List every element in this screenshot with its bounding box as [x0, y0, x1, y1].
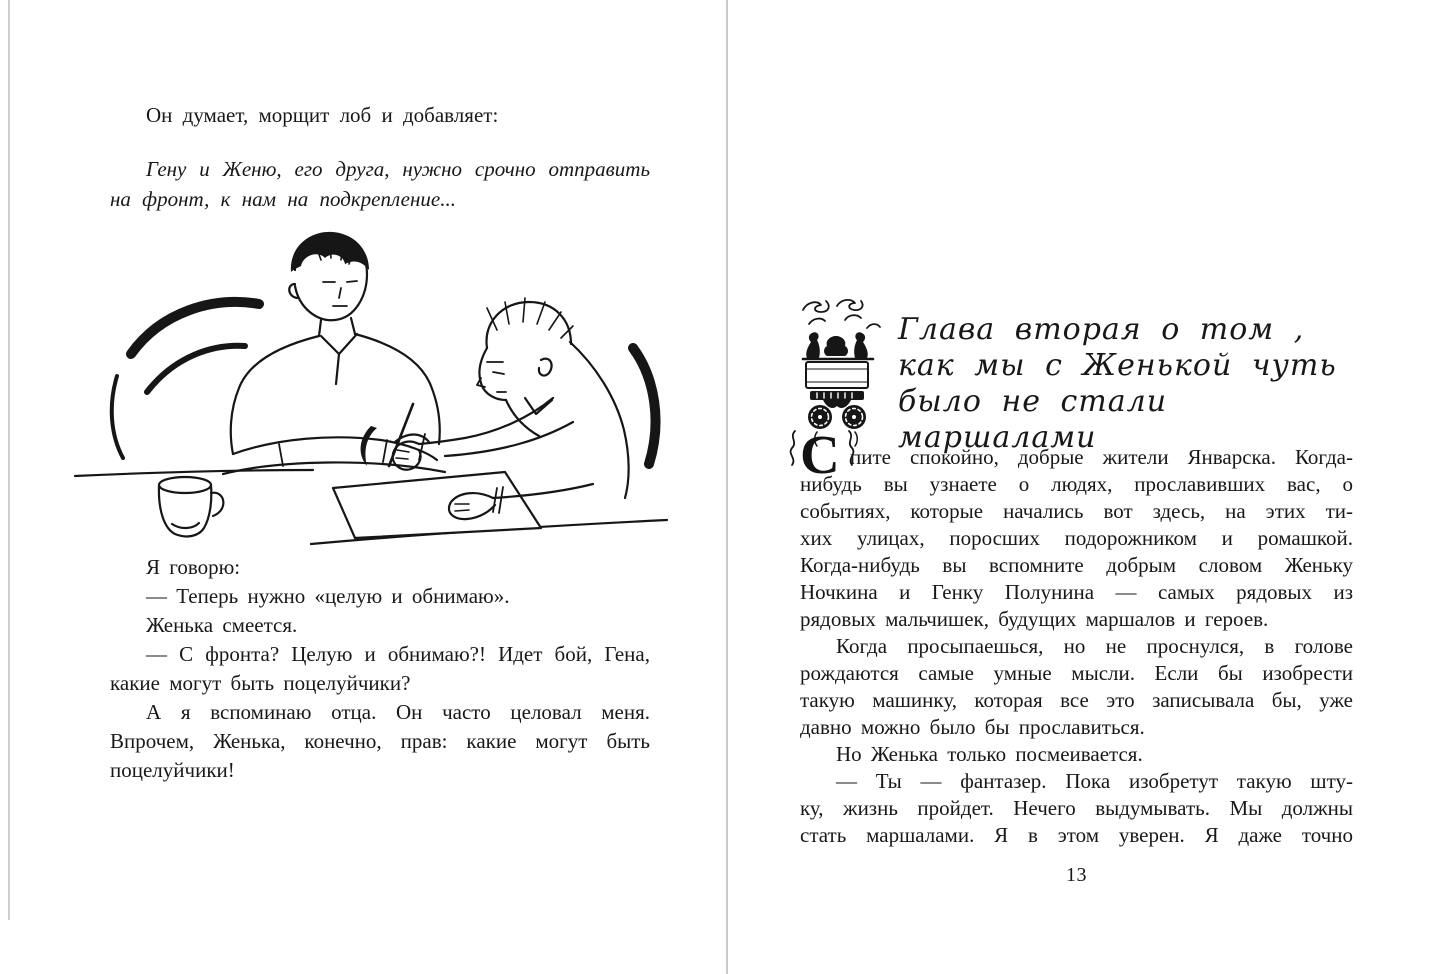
paragraph-line: Впрочем, Женька, конечно, прав: какие могут быть	[110, 729, 650, 753]
drop-cap: С	[800, 424, 840, 485]
chapter-heading-line: Глава вторая о том ,	[898, 312, 1305, 347]
paragraph-line: — Ты — фантазер. Пока изобретут такую шту-	[836, 769, 1353, 793]
paragraph-line: Женька смеется.	[146, 613, 298, 637]
left-page-edge	[8, 0, 10, 920]
boys-writing-illustration-svg	[73, 226, 669, 548]
paragraph-line: рядовых мальчишек, будущих маршалов и героев.	[800, 607, 1269, 631]
page-number: 13	[1066, 864, 1087, 886]
ink-squiggle-icon	[845, 429, 857, 467]
chapter-heading	[898, 312, 1370, 456]
paragraph-line: событиях, которые начались вот здесь, на этих ти-	[800, 499, 1353, 523]
right-page-body	[800, 424, 1353, 849]
paragraph-line: Когда просыпаешься, но не проснулся, в голове	[836, 634, 1353, 658]
paragraph-line: Гену и Женю, его друга, нужно срочно отправить	[146, 157, 650, 181]
left-page-italic-note	[110, 154, 650, 214]
paragraph-line: какие могут быть поцелуйчики?	[110, 671, 411, 695]
chapter-heading-line: как мы с Женькой чуть	[898, 348, 1337, 383]
paragraph-line: нибудь вы узнаете о людях, прославивших вас, о	[800, 472, 1353, 496]
paragraph-line: А я вспоминаю отца. Он часто целовал меня.	[146, 700, 650, 724]
ink-squiggle-icon	[787, 429, 799, 467]
paragraph-line: — Теперь нужно «целую и обнимаю».	[146, 584, 510, 608]
paragraph-line: ку, жизнь пройдет. Нечего выдумывать. Мы должны	[800, 796, 1353, 820]
left-page-body	[110, 553, 650, 785]
paragraph-line: стать маршалами. Я в этом уверен. Я даже точно	[800, 823, 1353, 847]
paragraph-line: Когда-нибудь вы вспомните добрым словом Женьку	[800, 553, 1353, 577]
boys-writing-illustration	[73, 226, 669, 548]
paragraph-line: рождаются самые умные мысли. Если бы изобрести	[800, 661, 1353, 685]
paragraph-line: Ночкина и Генку Полунина — самых рядовых из	[800, 580, 1353, 604]
paragraph-line: пите спокойно, добрые жители Январска. Когда-	[850, 445, 1353, 469]
chapter-heading-line: было не стали маршалами	[898, 384, 1168, 455]
paragraph-line: на фронт, к нам на подкрепление...	[110, 187, 456, 211]
paragraph-line: давно можно было бы прославиться.	[800, 715, 1145, 739]
left-page-intro-line: Он думает, морщит лоб и добавляет:	[146, 103, 499, 127]
paragraph-line: Я говорю:	[146, 555, 241, 579]
paragraph-line: — С фронта? Целую и обнимаю?! Идет бой, Гена,	[146, 642, 650, 666]
paragraph-line: Но Женька только посмеивается.	[836, 742, 1143, 766]
paragraph-line: хих улицах, поросших подорожником и ромашкой.	[800, 526, 1353, 550]
page-gutter-divider	[726, 0, 728, 974]
paragraph-line: такую машинку, которая все это записывала бы, уже	[800, 688, 1353, 712]
smoke-icon	[803, 301, 829, 312]
paragraph-line: поцелуйчики!	[110, 758, 235, 782]
